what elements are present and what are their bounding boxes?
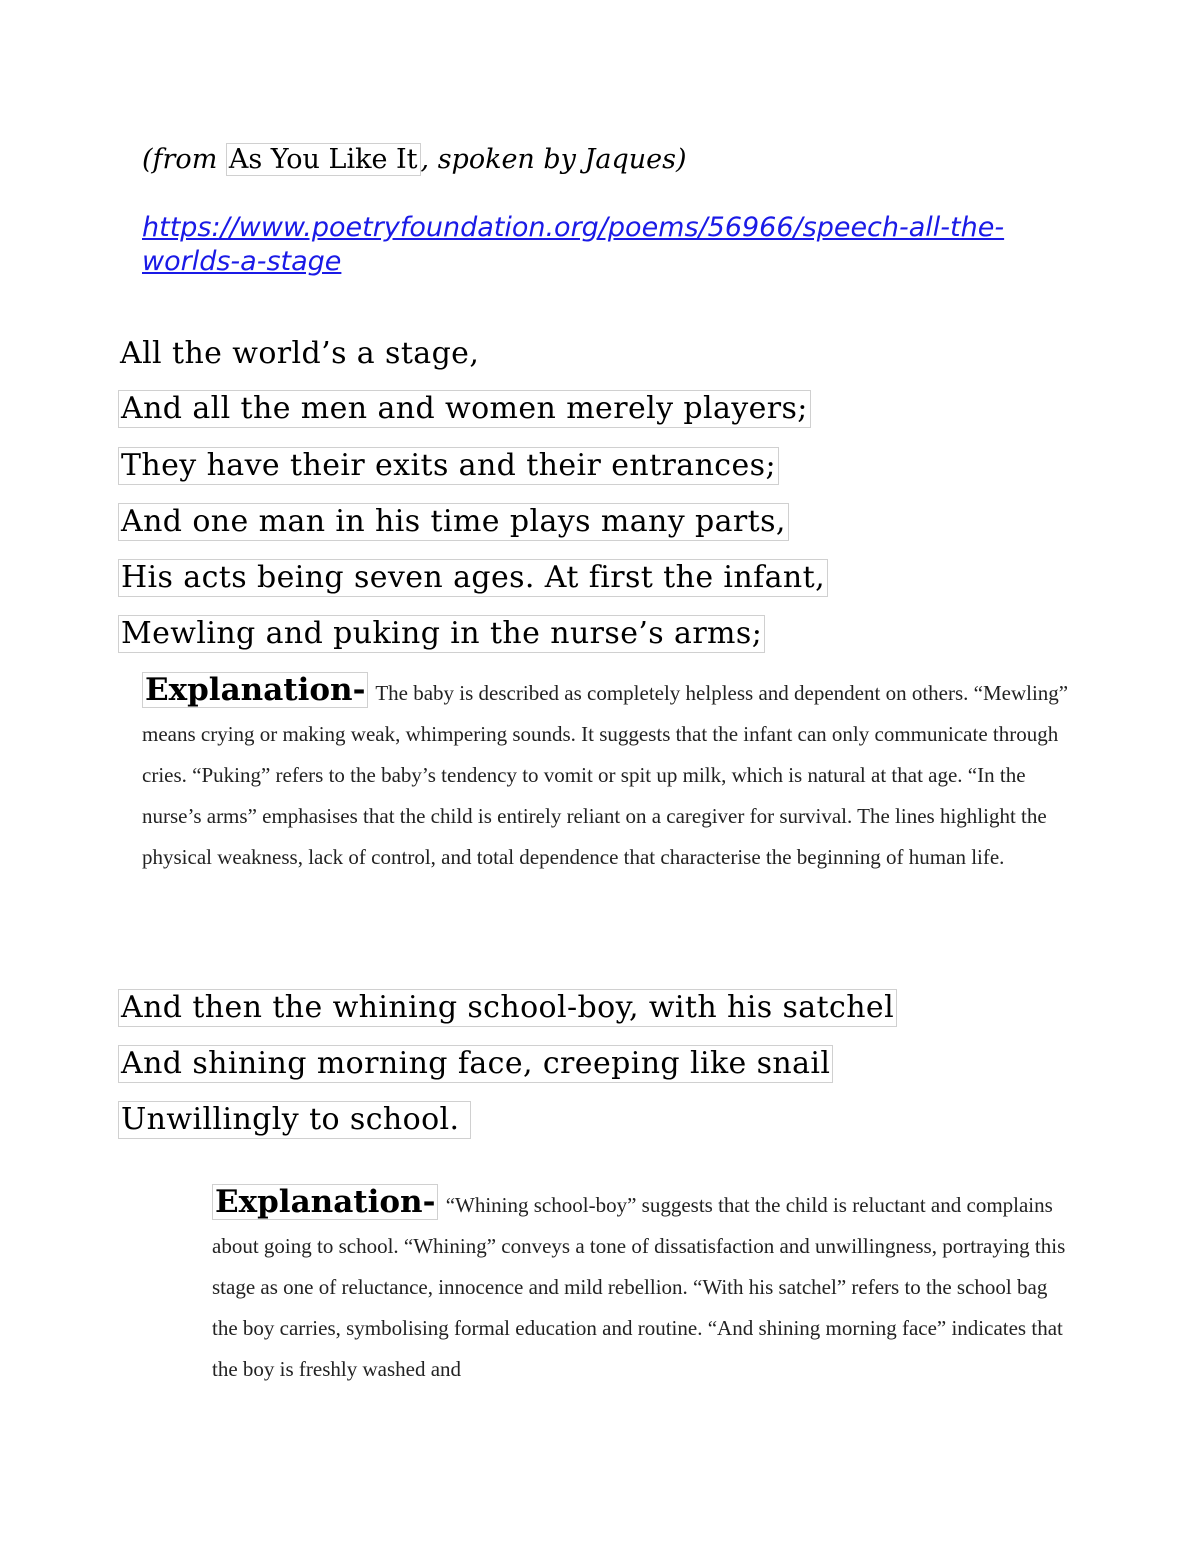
source-attribution [142,140,686,180]
poem-line: And one man in his time plays many parts, [118,503,789,541]
source-link[interactable]: https://www.poetryfoundation.org/poems/56966/speech-all-the-worlds-a-stage [142,212,1005,277]
play-title: As You Like It [226,143,421,176]
explanation-label: Explanation- [142,672,368,708]
explanation-label: Explanation- [212,1184,438,1220]
explanation-text: The baby is described as completely helpless and dependent on others. “Mewling” means crying or making weak, whimpering sounds. It suggests that the infant can only communicate through cries. “Puking” refers to the baby’s tendency to vomit or spit up milk, which is natural at that age. “In the nurse’s arms” emphasises that the child is entirely reliant on a caregiver for survival. The lines highlight the physical weakness, lack of control, and total dependence that characterise the beginning of human life. [142,681,1069,869]
poem-line: And all the men and women merely players; [118,390,811,428]
explanation-block [142,672,1072,878]
poem-line: And shining morning face, creeping like snail [118,1045,833,1083]
poem-line: Mewling and puking in the nurse’s arms; [118,615,765,653]
poem-line: Unwillingly to school. [118,1101,471,1139]
poem-line: All the world’s a stage, [120,336,480,371]
poem-line: And then the whining school-boy, with his satchel [118,989,897,1027]
explanation-block [212,1184,1072,1390]
explanation-text: “Whining school-boy” suggests that the child is reluctant and complains about going to school. “Whining” conveys a tone of dissatisfaction and unwillingness, portraying this stage as one of reluctance, innocence and mild rebellion. “With his satchel” refers to the school bag the boy carries, symbolising formal education and routine. “And shining morning face” indicates that the boy is freshly washed and [212,1193,1066,1381]
source-suffix: , spoken by Jaques) [420,144,687,175]
poem-line: His acts being seven ages. At first the infant, [118,559,828,597]
source-prefix: (from [142,144,226,175]
poem-line: They have their exits and their entrances; [118,447,779,485]
